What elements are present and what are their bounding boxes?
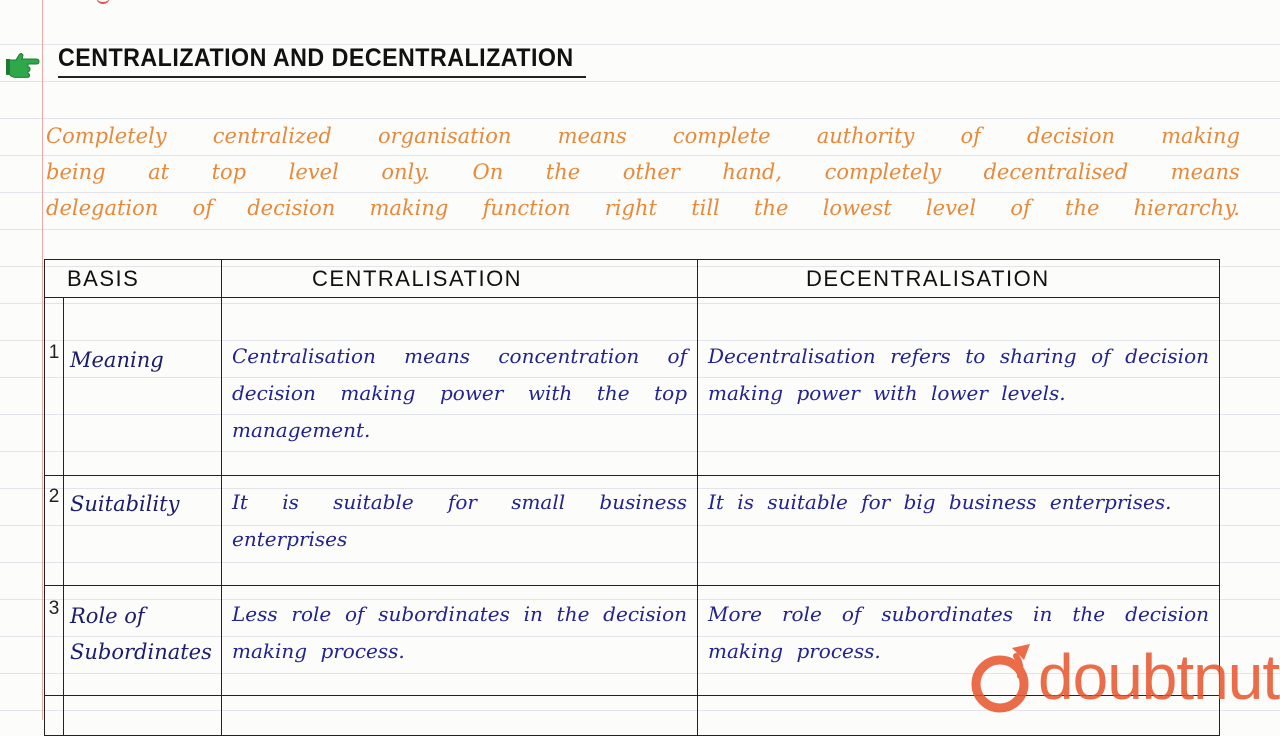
- table-header-row: [45, 260, 1220, 298]
- row-number: 2: [45, 476, 64, 586]
- intro-word: authority: [816, 124, 915, 148]
- intro-word: decentralised: [983, 160, 1129, 184]
- row-basis: Role of Subordinates: [64, 586, 222, 696]
- red-pen-mark: [96, 0, 110, 4]
- intro-word: organisation: [377, 124, 512, 148]
- intro-word: means: [557, 124, 627, 148]
- doubtnut-logo-icon: [968, 640, 1042, 714]
- intro-paragraph: [46, 118, 1240, 226]
- row-number: 3: [45, 586, 64, 696]
- header-centralisation: CENTRALISATION: [222, 260, 698, 298]
- table-row: [45, 476, 1220, 586]
- intro-word: only.: [381, 160, 430, 184]
- page-title: CENTRALIZATION AND DECENTRALIZATION: [58, 44, 574, 72]
- intro-word: decision: [247, 196, 336, 220]
- intro-word: top: [211, 160, 247, 184]
- header-basis: BASIS: [45, 260, 222, 298]
- doubtnut-watermark: [968, 636, 1279, 718]
- intro-word: of: [192, 196, 213, 220]
- notebook-margin-line: [42, 0, 43, 720]
- centralisation-cell: [222, 696, 698, 736]
- intro-word: means: [1170, 160, 1240, 184]
- decentralisation-cell: Decentralisation refers to sharing of decision making power with lower levels.: [698, 298, 1220, 476]
- intro-word: being: [46, 160, 106, 184]
- row-number: 1: [45, 298, 64, 476]
- intro-word: completely: [824, 160, 941, 184]
- intro-word: Completely: [46, 124, 167, 148]
- intro-word: of: [1010, 196, 1031, 220]
- intro-word: level: [288, 160, 339, 184]
- intro-word: complete: [672, 124, 771, 148]
- intro-word: centralized: [212, 124, 332, 148]
- intro-word: the: [545, 160, 581, 184]
- intro-line: [46, 154, 1240, 190]
- decentralisation-cell: It is suitable for big business enterprises.: [698, 476, 1220, 586]
- header-decentralisation: DECENTRALISATION: [698, 260, 1220, 298]
- watermark-text: doubtnut: [1038, 641, 1280, 713]
- intro-word: level: [925, 196, 977, 220]
- intro-word: hand,: [722, 160, 783, 184]
- intro-word: making: [369, 196, 449, 220]
- intro-word: lowest: [822, 196, 892, 220]
- intro-word: hierarchy.: [1133, 196, 1240, 220]
- pointing-hand-icon: [6, 48, 40, 80]
- intro-word: at: [148, 160, 170, 184]
- intro-word: right: [604, 196, 657, 220]
- decentralisation-cell: More role of subordinates in the decision making process.: [698, 586, 1220, 696]
- intro-word: function: [482, 196, 571, 220]
- centralisation-cell: Centralisation means concentration of decision making power with the top management.: [222, 298, 698, 476]
- intro-line: [46, 118, 1240, 154]
- intro-line: [46, 190, 1240, 226]
- row-number: [45, 696, 64, 736]
- intro-word: of: [960, 124, 981, 148]
- row-basis: Meaning: [64, 298, 222, 476]
- centralisation-cell: Less role of subordinates in the decision making process.: [222, 586, 698, 696]
- intro-word: other: [622, 160, 680, 184]
- row-basis: [64, 696, 222, 736]
- intro-word: the: [754, 196, 789, 220]
- row-basis: Suitability: [64, 476, 222, 586]
- intro-word: delegation: [46, 196, 159, 220]
- intro-word: till: [691, 196, 720, 220]
- title-underline: [58, 76, 586, 78]
- intro-word: the: [1065, 196, 1100, 220]
- table-row: [45, 298, 1220, 476]
- intro-word: decision: [1027, 124, 1116, 148]
- intro-word: On: [472, 160, 504, 184]
- intro-word: making: [1161, 124, 1240, 148]
- centralisation-cell: It is suitable for small business enterprises: [222, 476, 698, 586]
